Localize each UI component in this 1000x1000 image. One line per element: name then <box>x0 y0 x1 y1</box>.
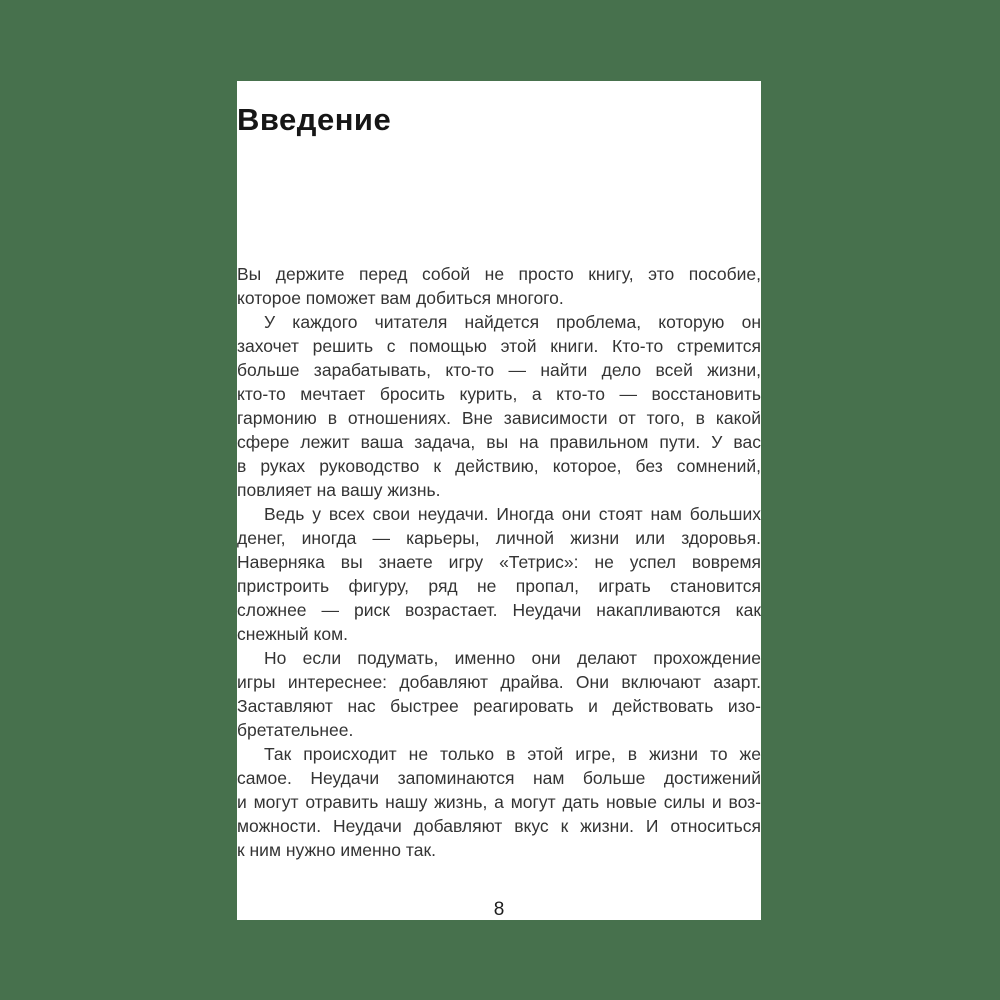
text-line: Ведь у всех свои неудачи. Иногда они стоят нам больших <box>264 504 761 524</box>
text-line: Заставляют нас быстрее реагировать и действовать изо- <box>237 696 761 716</box>
paragraph <box>237 646 761 742</box>
text-line: можности. Неудачи добавляют вкус к жизни. И относиться <box>237 816 761 836</box>
text-line: Но если подумать, именно они делают прохождение <box>264 648 761 668</box>
text-line: бретательнее. <box>237 720 354 740</box>
text-line: захочет решить с помощью этой книги. Кто-то стремится <box>237 336 761 356</box>
text-line: кто-то мечтает бросить курить, а кто-то — восстановить <box>237 384 761 404</box>
text-line: У каждого читателя найдется проблема, которую он <box>264 312 761 332</box>
book-page <box>237 81 761 920</box>
text-line: гармонию в отношениях. Вне зависимости от того, в какой <box>237 408 761 428</box>
paragraph <box>237 262 761 310</box>
text-line: денег, иногда — карьеры, личной жизни или здоровья. <box>237 528 761 548</box>
page-body <box>237 262 761 862</box>
text-line: игры интереснее: добавляют драйва. Они включают азарт. <box>237 672 761 692</box>
text-line: пристроить фигуру, ряд не пропал, играть становится <box>237 576 761 596</box>
text-line: сфере лежит ваша задача, вы на правильном пути. У вас <box>237 432 761 452</box>
text-line: Вы держите перед собой не просто книгу, это пособие, <box>237 264 761 284</box>
text-line: самое. Неудачи запоминаются нам больше достижений <box>237 768 761 788</box>
chapter-title: Введение <box>237 101 392 137</box>
paragraph <box>237 502 761 646</box>
text-line: Наверняка вы знаете игру «Тетрис»: не успел вовремя <box>237 552 761 572</box>
text-line: и могут отравить нашу жизнь, а могут дать новые силы и воз- <box>237 792 761 812</box>
paragraph <box>237 310 761 502</box>
text-line: больше зарабатывать, кто-то — найти дело всей жизни, <box>237 360 761 380</box>
text-line: которое поможет вам добиться многого. <box>237 288 564 308</box>
text-line: снежный ком. <box>237 624 349 644</box>
text-line: в руках руководство к действию, которое, без сомнений, <box>237 456 761 476</box>
text-line: к ним нужно именно так. <box>237 840 436 860</box>
text-line: Так происходит не только в этой игре, в жизни то же <box>264 744 761 764</box>
text-line: повлияет на вашу жизнь. <box>237 480 441 500</box>
page-number: 8 <box>493 899 505 921</box>
paragraph <box>237 742 761 862</box>
text-line: сложнее — риск возрастает. Неудачи накапливаются как <box>237 600 761 620</box>
